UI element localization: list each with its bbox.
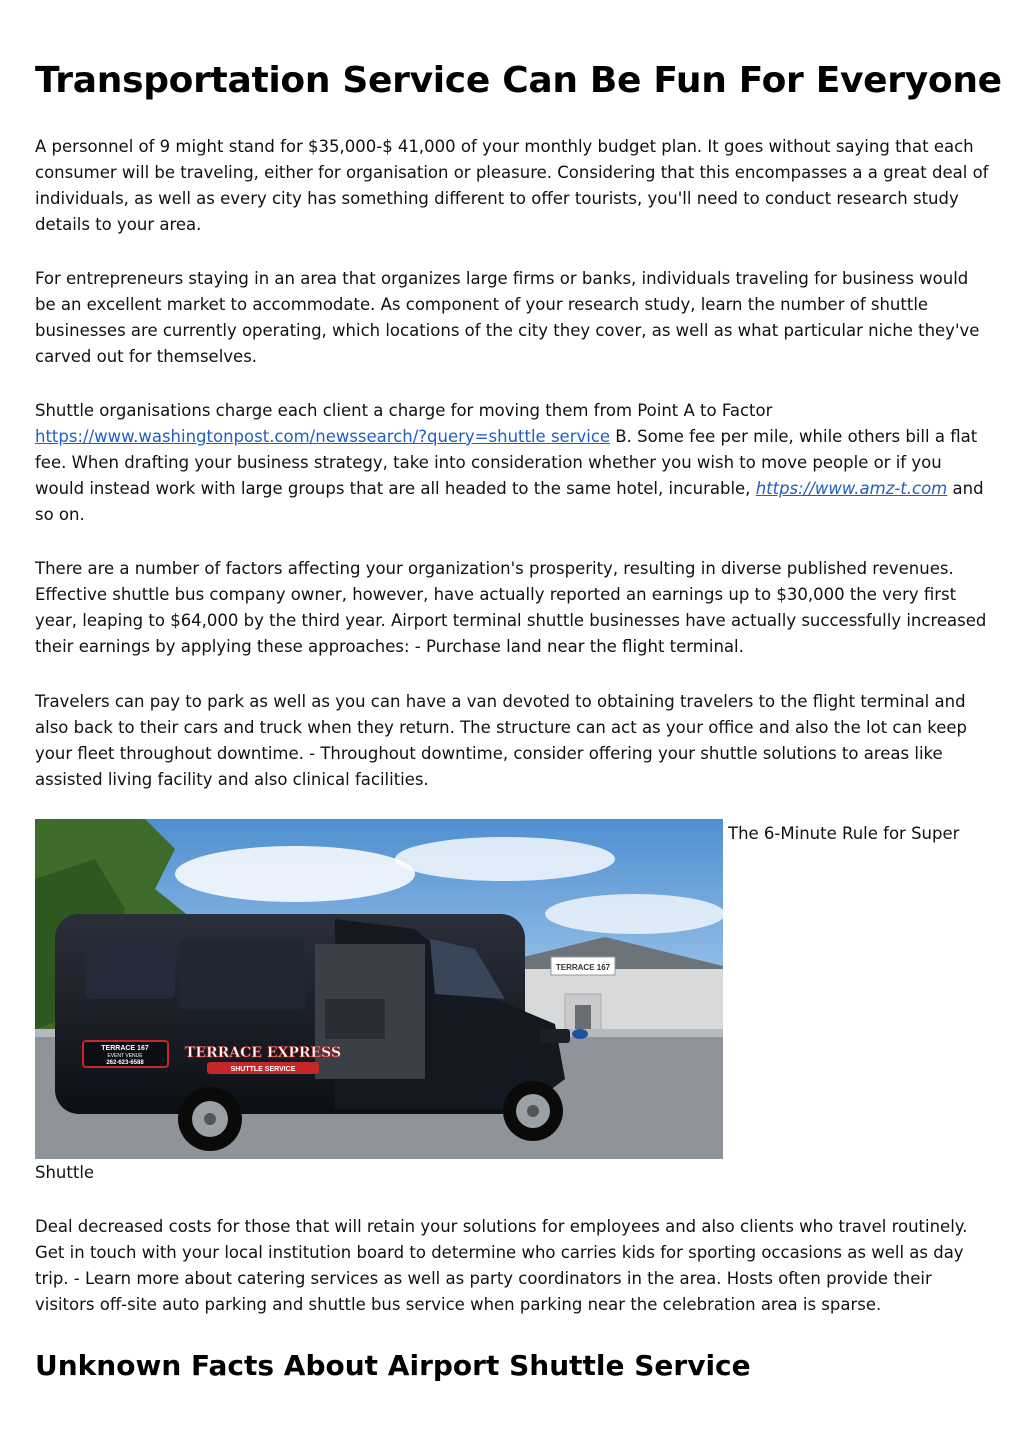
paragraph-1: A personnel of 9 might stand for $35,000-$ 41,000 of your monthly budget plan. It goes without saying that each consumer will be traveling, either for organisation or pleasure. Considering that this encompasses a a great deal of individuals, as well as every city has something different to offer tourists, you'll need to conduct research study details to your area. [35, 137, 989, 234]
image-caption-start: The 6-Minute Rule for Super [728, 824, 960, 843]
rear-decal-line3: 262-623-6588 [106, 1060, 144, 1066]
rear-decal-line1: TERRACE 167 [101, 1045, 149, 1052]
van-logo-line2: SHUTTLE SERVICE [230, 1066, 296, 1073]
building-sign-text: TERRACE 167 [555, 963, 611, 972]
section-heading: Unknown Facts About Airport Shuttle Service [35, 1349, 751, 1382]
paragraph-5: Travelers can pay to park as well as you can have a van devoted to obtaining travelers to the flight terminal and also back to their cars and truck when they return. The structure can act as your office and also the lot can keep your fleet throughout downtime. - Throughout downtime, consider offering your shuttle solutions to areas like assisted living facility and also clinical facilities. [35, 692, 968, 789]
amz-t-link[interactable]: https://www.amz-t.com [755, 479, 948, 498]
paragraph-3-text-a: Shuttle organisations charge each client a charge for moving them from Point A to Factor [35, 401, 773, 420]
image-caption-end: Shuttle [35, 1163, 95, 1182]
paragraph-4: There are a number of factors affecting your organization's prosperity, resulting in diverse published revenues. Effective shuttle bus company owner, however, have actually reported an earnings up to $30,000 the very first year, leaping to $64,000 by the third year. Airport terminal shuttle businesses have actually successfully increased their earnings by applying these approaches: - Purchase land near the flight terminal. [35, 559, 987, 656]
shuttle-van-photo [35, 819, 723, 1159]
paragraph-3 [35, 398, 990, 528]
paragraph-3-text-c: and so on. [35, 479, 984, 524]
washingtonpost-link[interactable]: https://www.washingtonpost.com/newssearch/?query=shuttle service [35, 427, 611, 446]
rear-decal-line2: EVENT VENUE [107, 1053, 143, 1059]
page-title: Transportation Service Can Be Fun For Everyone [35, 60, 1002, 101]
paragraph-6: Deal decreased costs for those that will retain your solutions for employees and also clients who travel routinely. Get in touch with your local institution board to determine who carries kids for sporting occasions as well as day trip. - Learn more about catering services as well as party coordinators in the area. Hosts often provide their visitors off-site auto parking and shuttle bus service when parking near the celebration area is sparse. [35, 1217, 968, 1314]
van-logo-line1: TERRACE EXPRESS [184, 1045, 342, 1061]
paragraph-3-text-b: B. Some fee per mile, while others bill a flat fee. When drafting your business strategy, take into consideration whether you wish to move people or if you would instead work with large groups that are all headed to the same hotel, incurable, [35, 427, 978, 498]
paragraph-2: For entrepreneurs staying in an area that organizes large firms or banks, individuals traveling for business would be an excellent market to accommodate. As component of your research study, learn the number of shuttle businesses are currently operating, which locations of the city they cover, as well as what particular niche they've carved out for themselves. [35, 269, 980, 366]
